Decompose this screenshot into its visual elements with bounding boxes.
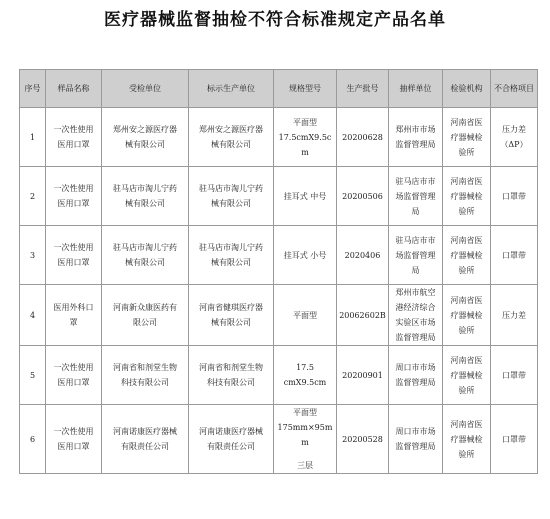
header-sampler: 抽样单位 (389, 70, 443, 108)
cell-inspected: 驻马店市淘儿宁药 械有限公司 (102, 226, 189, 285)
header-lab: 检验机构 (443, 70, 491, 108)
header-spec: 规格型号 (274, 70, 337, 108)
cell-lab: 河南省医 疗器械检 验所 (443, 285, 491, 346)
cell-name: 一次性使用 医用口罩 (46, 108, 102, 167)
cell-sampler: 周口市市场 监督管理局 (389, 346, 443, 405)
cell-spec: 17.5 cmX9.5cm (274, 346, 337, 405)
cell-no: 2 (20, 167, 46, 226)
header-name: 样品名称 (46, 70, 102, 108)
table-row (20, 108, 538, 167)
table-row (20, 167, 538, 226)
cell-spec: 平面型 17.5cmX9.5cm (274, 108, 337, 167)
cell-no: 1 (20, 108, 46, 167)
cell-sampler: 驻马店市市 场监督管理 局 (389, 167, 443, 226)
cell-batch: 20200528 (337, 405, 389, 474)
header-inspected: 受检单位 (102, 70, 189, 108)
cell-sampler: 郑州市航空 港经济综合 实验区市场 监督管理局 (389, 285, 443, 346)
cell-fail: 压力差 (491, 285, 538, 346)
cell-inspected: 驻马店市淘儿宁药 械有限公司 (102, 167, 189, 226)
cell-no: 5 (20, 346, 46, 405)
cell-spec: 挂耳式 小号 (274, 226, 337, 285)
cell-fail: 口罩带 (491, 167, 538, 226)
table-header-row (20, 70, 538, 108)
cell-maker: 河南省健琪医疗器 械有限公司 (189, 285, 274, 346)
cell-batch: 2020406 (337, 226, 389, 285)
cell-no: 6 (20, 405, 46, 474)
table-row (20, 226, 538, 285)
cell-lab: 河南省医 疗器械检 验所 (443, 226, 491, 285)
spec-text: 平面型 175mm×95mm (277, 408, 333, 447)
cell-inspected: 河南新众康医药有 限公司 (102, 285, 189, 346)
table-row (20, 405, 538, 474)
header-no: 序号 (20, 70, 46, 108)
cell-lab: 河南省医 疗器械检 验所 (443, 346, 491, 405)
spec-extra-text: 三层 (297, 461, 313, 470)
table-row (20, 346, 538, 405)
cell-lab: 河南省医 疗器械检 验所 (443, 405, 491, 474)
cell-batch: 20200901 (337, 346, 389, 405)
cell-spec (274, 405, 337, 474)
cell-maker: 河南省和剂堂生物 科技有限公司 (189, 346, 274, 405)
cell-name: 医用外科口 罩 (46, 285, 102, 346)
header-fail: 不合格项目 (491, 70, 538, 108)
cell-batch: 20062602B (337, 285, 389, 346)
page-title: 医疗器械监督抽检不符合标准规定产品名单 (104, 10, 446, 30)
cell-maker: 驻马店市淘儿宁药 械有限公司 (189, 167, 274, 226)
header-batch: 生产批号 (337, 70, 389, 108)
cell-fail: 口罩带 (491, 346, 538, 405)
cell-batch: 20200506 (337, 167, 389, 226)
cell-name: 一次性使用 医用口罩 (46, 346, 102, 405)
cell-spec: 平面型 (274, 285, 337, 346)
cell-inspected: 郑州安之源医疗器 械有限公司 (102, 108, 189, 167)
cell-lab: 河南省医 疗器械检 验所 (443, 167, 491, 226)
header-maker: 标示生产单位 (189, 70, 274, 108)
cell-name: 一次性使用 医用口罩 (46, 405, 102, 474)
cell-sampler: 周口市市场 监督管理局 (389, 405, 443, 474)
cell-sampler: 驻马店市市 场监督管理 局 (389, 226, 443, 285)
cell-fail: 口罩带 (491, 226, 538, 285)
cell-fail: 压力差 （ΔP） (491, 108, 538, 167)
cell-sampler: 郑州市市场 监督管理局 (389, 108, 443, 167)
cell-batch: 20200628 (337, 108, 389, 167)
cell-lab: 河南省医 疗器械检 验所 (443, 108, 491, 167)
cell-name: 一次性使用 医用口罩 (46, 167, 102, 226)
cell-no: 4 (20, 285, 46, 346)
cell-fail: 口罩带 (491, 405, 538, 474)
cell-spec: 挂耳式 中号 (274, 167, 337, 226)
cell-inspected: 河南诺康医疗器械 有限责任公司 (102, 405, 189, 474)
cell-name: 一次性使用 医用口罩 (46, 226, 102, 285)
noncompliant-products-table (19, 69, 538, 474)
table-row (20, 285, 538, 346)
cell-maker: 河南诺康医疗器械 有限责任公司 (189, 405, 274, 474)
cell-maker: 郑州安之源医疗器 械有限公司 (189, 108, 274, 167)
cell-inspected: 河南省和剂堂生物 科技有限公司 (102, 346, 189, 405)
cell-maker: 驻马店市淘儿宁药 械有限公司 (189, 226, 274, 285)
cell-no: 3 (20, 226, 46, 285)
